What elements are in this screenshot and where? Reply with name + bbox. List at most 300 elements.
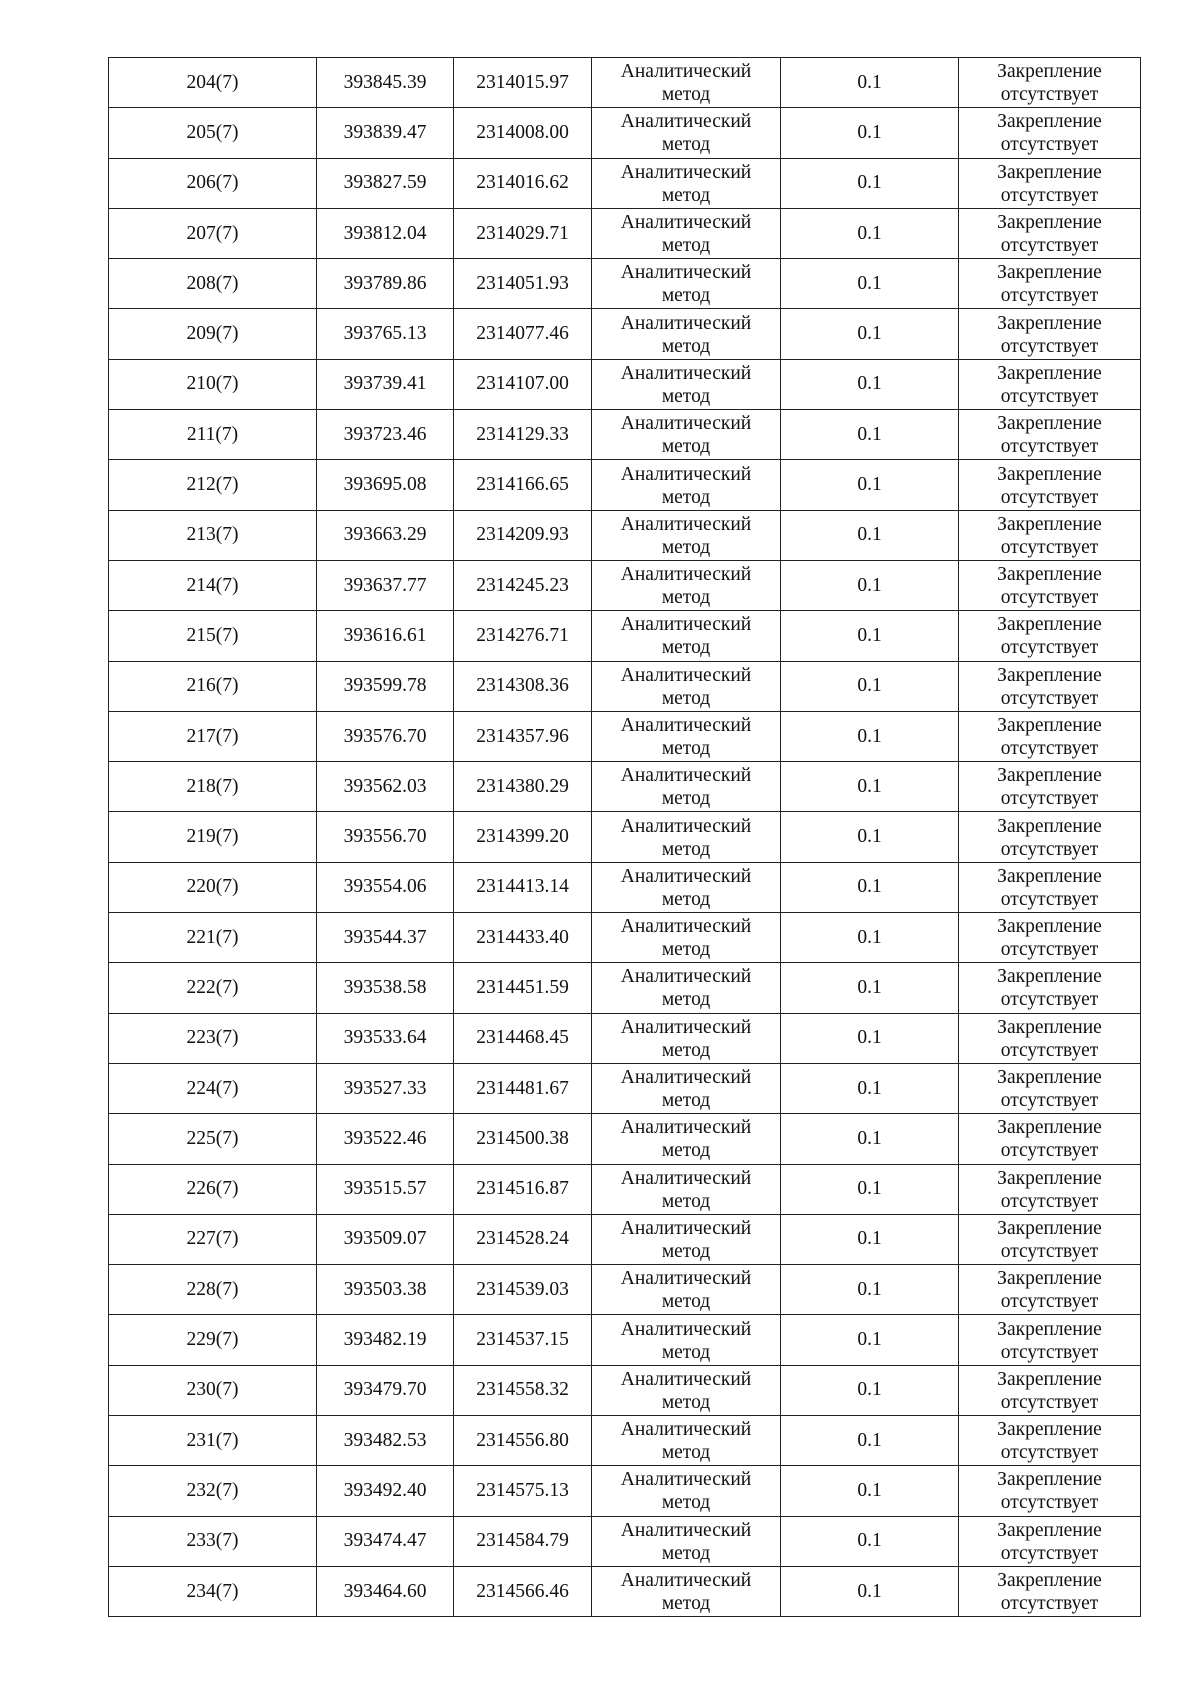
fixing-cell bbox=[959, 1214, 1141, 1264]
method-line-2: метод bbox=[661, 184, 711, 206]
fixing-line-1: Закрепление bbox=[997, 1469, 1102, 1491]
method-line-1: Аналитический bbox=[620, 1419, 752, 1441]
point-number-cell: 221(7) bbox=[109, 913, 317, 963]
fixing-line-2: отсутствует bbox=[1000, 939, 1099, 961]
point-number-cell: 213(7) bbox=[109, 510, 317, 560]
y-coordinate-cell: 2314481.67 bbox=[454, 1063, 592, 1113]
method-line-2: метод bbox=[661, 788, 711, 810]
y-coordinate-cell: 2314107.00 bbox=[454, 359, 592, 409]
method-cell bbox=[592, 359, 781, 409]
y-coordinate-cell: 2314556.80 bbox=[454, 1416, 592, 1466]
fixing-cell bbox=[959, 862, 1141, 912]
x-coordinate-cell: 393562.03 bbox=[317, 762, 454, 812]
fixing-line-1: Закрепление bbox=[997, 212, 1102, 234]
table-row bbox=[109, 1164, 1141, 1214]
fixing-line-1: Закрепление bbox=[997, 564, 1102, 586]
table-row bbox=[109, 1566, 1141, 1616]
method-line-2: метод bbox=[661, 486, 711, 508]
fixing-line-2: отсутствует bbox=[1000, 587, 1099, 609]
fixing-line-2: отсутствует bbox=[1000, 335, 1099, 357]
fixing-line-1: Закрепление bbox=[997, 614, 1102, 636]
x-coordinate-cell: 393538.58 bbox=[317, 963, 454, 1013]
method-cell bbox=[592, 1164, 781, 1214]
fixing-cell bbox=[959, 963, 1141, 1013]
fixing-line-1: Закрепление bbox=[997, 312, 1102, 334]
table-row bbox=[109, 208, 1141, 258]
fixing-cell bbox=[959, 208, 1141, 258]
fixing-line-2: отсутствует bbox=[1000, 687, 1099, 709]
method-cell bbox=[592, 1013, 781, 1063]
method-line-1: Аналитический bbox=[620, 1469, 752, 1491]
accuracy-cell: 0.1 bbox=[781, 762, 959, 812]
point-number-cell: 204(7) bbox=[109, 58, 317, 108]
method-line-2: метод bbox=[661, 536, 711, 558]
point-number-cell: 205(7) bbox=[109, 108, 317, 158]
method-cell bbox=[592, 410, 781, 460]
x-coordinate-cell: 393554.06 bbox=[317, 862, 454, 912]
fixing-line-1: Закрепление bbox=[997, 463, 1102, 485]
method-cell bbox=[592, 1114, 781, 1164]
method-cell bbox=[592, 1566, 781, 1616]
fixing-line-1: Закрепление bbox=[997, 1117, 1102, 1139]
y-coordinate-cell: 2314166.65 bbox=[454, 460, 592, 510]
accuracy-cell: 0.1 bbox=[781, 963, 959, 1013]
accuracy-cell: 0.1 bbox=[781, 410, 959, 460]
y-coordinate-cell: 2314575.13 bbox=[454, 1466, 592, 1516]
fixing-line-2: отсутствует bbox=[1000, 536, 1099, 558]
fixing-cell bbox=[959, 460, 1141, 510]
method-line-1: Аналитический bbox=[620, 312, 752, 334]
x-coordinate-cell: 393527.33 bbox=[317, 1063, 454, 1113]
fixing-cell bbox=[959, 1365, 1141, 1415]
x-coordinate-cell: 393474.47 bbox=[317, 1516, 454, 1566]
fixing-cell bbox=[959, 108, 1141, 158]
method-cell bbox=[592, 309, 781, 359]
x-coordinate-cell: 393616.61 bbox=[317, 611, 454, 661]
fixing-line-1: Закрепление bbox=[997, 413, 1102, 435]
method-line-1: Аналитический bbox=[620, 614, 752, 636]
x-coordinate-cell: 393556.70 bbox=[317, 812, 454, 862]
fixing-line-1: Закрепление bbox=[997, 1167, 1102, 1189]
y-coordinate-cell: 2314077.46 bbox=[454, 309, 592, 359]
method-line-1: Аналитический bbox=[620, 111, 752, 133]
x-coordinate-cell: 393482.53 bbox=[317, 1416, 454, 1466]
x-coordinate-cell: 393464.60 bbox=[317, 1566, 454, 1616]
fixing-cell bbox=[959, 560, 1141, 610]
fixing-cell bbox=[959, 1114, 1141, 1164]
accuracy-cell: 0.1 bbox=[781, 1114, 959, 1164]
method-line-2: метод bbox=[661, 637, 711, 659]
fixing-cell bbox=[959, 58, 1141, 108]
method-line-1: Аналитический bbox=[620, 564, 752, 586]
fixing-cell bbox=[959, 1164, 1141, 1214]
method-line-2: метод bbox=[661, 1039, 711, 1061]
fixing-cell bbox=[959, 1566, 1141, 1616]
x-coordinate-cell: 393637.77 bbox=[317, 560, 454, 610]
fixing-cell bbox=[959, 1315, 1141, 1365]
coordinates-table bbox=[108, 57, 1141, 1617]
x-coordinate-cell: 393522.46 bbox=[317, 1114, 454, 1164]
point-number-cell: 214(7) bbox=[109, 560, 317, 610]
fixing-line-2: отсутствует bbox=[1000, 486, 1099, 508]
method-cell bbox=[592, 108, 781, 158]
y-coordinate-cell: 2314245.23 bbox=[454, 560, 592, 610]
point-number-cell: 226(7) bbox=[109, 1164, 317, 1214]
fixing-line-2: отсутствует bbox=[1000, 788, 1099, 810]
fixing-line-2: отсутствует bbox=[1000, 1240, 1099, 1262]
fixing-line-2: отсутствует bbox=[1000, 134, 1099, 156]
method-line-2: метод bbox=[661, 1140, 711, 1162]
fixing-cell bbox=[959, 309, 1141, 359]
method-line-2: метод bbox=[661, 1542, 711, 1564]
fixing-cell bbox=[959, 1063, 1141, 1113]
point-number-cell: 209(7) bbox=[109, 309, 317, 359]
method-line-1: Аналитический bbox=[620, 1067, 752, 1089]
method-line-2: метод bbox=[661, 385, 711, 407]
method-line-1: Аналитический bbox=[620, 1016, 752, 1038]
fixing-line-1: Закрепление bbox=[997, 111, 1102, 133]
fixing-cell bbox=[959, 410, 1141, 460]
method-line-2: метод bbox=[661, 1240, 711, 1262]
accuracy-cell: 0.1 bbox=[781, 711, 959, 761]
method-cell bbox=[592, 510, 781, 560]
x-coordinate-cell: 393533.64 bbox=[317, 1013, 454, 1063]
method-line-2: метод bbox=[661, 1291, 711, 1313]
fixing-line-2: отсутствует bbox=[1000, 285, 1099, 307]
accuracy-cell: 0.1 bbox=[781, 1214, 959, 1264]
method-cell bbox=[592, 58, 781, 108]
y-coordinate-cell: 2314433.40 bbox=[454, 913, 592, 963]
point-number-cell: 216(7) bbox=[109, 661, 317, 711]
table-row bbox=[109, 410, 1141, 460]
accuracy-cell: 0.1 bbox=[781, 1566, 959, 1616]
fixing-line-2: отсутствует bbox=[1000, 1442, 1099, 1464]
fixing-line-2: отсутствует bbox=[1000, 738, 1099, 759]
method-line-2: метод bbox=[661, 587, 711, 609]
point-number-cell: 223(7) bbox=[109, 1013, 317, 1063]
y-coordinate-cell: 2314539.03 bbox=[454, 1265, 592, 1315]
fixing-cell bbox=[959, 711, 1141, 761]
fixing-line-2: отсутствует bbox=[1000, 1190, 1099, 1212]
method-line-1: Аналитический bbox=[620, 865, 752, 887]
fixing-line-1: Закрепление bbox=[997, 664, 1102, 686]
table-row bbox=[109, 812, 1141, 862]
method-cell bbox=[592, 1466, 781, 1516]
y-coordinate-cell: 2314451.59 bbox=[454, 963, 592, 1013]
method-line-2: метод bbox=[661, 235, 711, 257]
method-line-1: Аналитический bbox=[620, 1570, 752, 1592]
method-line-1: Аналитический bbox=[620, 413, 752, 435]
y-coordinate-cell: 2314276.71 bbox=[454, 611, 592, 661]
method-line-1: Аналитический bbox=[620, 262, 752, 284]
method-cell bbox=[592, 208, 781, 258]
point-number-cell: 212(7) bbox=[109, 460, 317, 510]
x-coordinate-cell: 393739.41 bbox=[317, 359, 454, 409]
x-coordinate-cell: 393503.38 bbox=[317, 1265, 454, 1315]
method-line-1: Аналитический bbox=[620, 1167, 752, 1189]
accuracy-cell: 0.1 bbox=[781, 1265, 959, 1315]
point-number-cell: 207(7) bbox=[109, 208, 317, 258]
fixing-cell bbox=[959, 359, 1141, 409]
y-coordinate-cell: 2314399.20 bbox=[454, 812, 592, 862]
method-line-2: метод bbox=[661, 687, 711, 709]
x-coordinate-cell: 393576.70 bbox=[317, 711, 454, 761]
fixing-line-1: Закрепление bbox=[997, 1268, 1102, 1290]
y-coordinate-cell: 2314357.96 bbox=[454, 711, 592, 761]
table-body bbox=[109, 58, 1141, 1617]
method-line-1: Аналитический bbox=[620, 916, 752, 938]
fixing-cell bbox=[959, 1516, 1141, 1566]
method-line-1: Аналитический bbox=[620, 815, 752, 837]
y-coordinate-cell: 2314029.71 bbox=[454, 208, 592, 258]
method-line-1: Аналитический bbox=[620, 1519, 752, 1541]
fixing-line-2: отсутствует bbox=[1000, 1492, 1099, 1514]
fixing-cell bbox=[959, 611, 1141, 661]
accuracy-cell: 0.1 bbox=[781, 510, 959, 560]
method-cell bbox=[592, 1315, 781, 1365]
method-line-1: Аналитический bbox=[620, 1318, 752, 1340]
y-coordinate-cell: 2314528.24 bbox=[454, 1214, 592, 1264]
y-coordinate-cell: 2314500.38 bbox=[454, 1114, 592, 1164]
fixing-cell bbox=[959, 812, 1141, 862]
table-row bbox=[109, 58, 1141, 108]
y-coordinate-cell: 2314051.93 bbox=[454, 259, 592, 309]
table-row bbox=[109, 510, 1141, 560]
table-row bbox=[109, 359, 1141, 409]
fixing-line-2: отсутствует bbox=[1000, 436, 1099, 458]
method-line-1: Аналитический bbox=[620, 463, 752, 485]
fixing-line-2: отсутствует bbox=[1000, 1090, 1099, 1112]
y-coordinate-cell: 2314566.46 bbox=[454, 1566, 592, 1616]
fixing-line-1: Закрепление bbox=[997, 765, 1102, 787]
x-coordinate-cell: 393812.04 bbox=[317, 208, 454, 258]
method-line-1: Аналитический bbox=[620, 1368, 752, 1390]
table-row bbox=[109, 963, 1141, 1013]
method-line-2: метод bbox=[661, 285, 711, 307]
table-row bbox=[109, 711, 1141, 761]
method-cell bbox=[592, 661, 781, 711]
method-line-2: метод bbox=[661, 335, 711, 357]
table-row bbox=[109, 460, 1141, 510]
method-line-1: Аналитический bbox=[620, 664, 752, 686]
point-number-cell: 232(7) bbox=[109, 1466, 317, 1516]
fixing-line-1: Закрепление bbox=[997, 815, 1102, 837]
method-line-1: Аналитический bbox=[620, 513, 752, 535]
table-row bbox=[109, 661, 1141, 711]
table-row bbox=[109, 611, 1141, 661]
x-coordinate-cell: 393695.08 bbox=[317, 460, 454, 510]
method-cell bbox=[592, 711, 781, 761]
y-coordinate-cell: 2314015.97 bbox=[454, 58, 592, 108]
fixing-line-2: отсутствует bbox=[1000, 235, 1099, 257]
method-cell bbox=[592, 259, 781, 309]
fixing-cell bbox=[959, 259, 1141, 309]
fixing-line-1: Закрепление bbox=[997, 61, 1102, 83]
accuracy-cell: 0.1 bbox=[781, 359, 959, 409]
accuracy-cell: 0.1 bbox=[781, 1164, 959, 1214]
y-coordinate-cell: 2314016.62 bbox=[454, 158, 592, 208]
table-row bbox=[109, 259, 1141, 309]
table-row bbox=[109, 1466, 1141, 1516]
accuracy-cell: 0.1 bbox=[781, 158, 959, 208]
accuracy-cell: 0.1 bbox=[781, 611, 959, 661]
x-coordinate-cell: 393839.47 bbox=[317, 108, 454, 158]
method-line-2: метод bbox=[661, 1593, 711, 1615]
method-line-1: Аналитический bbox=[620, 966, 752, 988]
x-coordinate-cell: 393723.46 bbox=[317, 410, 454, 460]
table-row bbox=[109, 158, 1141, 208]
fixing-cell bbox=[959, 1416, 1141, 1466]
point-number-cell: 227(7) bbox=[109, 1214, 317, 1264]
y-coordinate-cell: 2314413.14 bbox=[454, 862, 592, 912]
point-number-cell: 217(7) bbox=[109, 711, 317, 761]
fixing-line-1: Закрепление bbox=[997, 513, 1102, 535]
fixing-line-1: Закрепление bbox=[997, 262, 1102, 284]
table-row bbox=[109, 1315, 1141, 1365]
y-coordinate-cell: 2314308.36 bbox=[454, 661, 592, 711]
fixing-line-2: отсутствует bbox=[1000, 1593, 1099, 1615]
x-coordinate-cell: 393482.19 bbox=[317, 1315, 454, 1365]
table-row bbox=[109, 1114, 1141, 1164]
point-number-cell: 225(7) bbox=[109, 1114, 317, 1164]
method-line-2: метод bbox=[661, 989, 711, 1011]
method-cell bbox=[592, 1063, 781, 1113]
fixing-cell bbox=[959, 661, 1141, 711]
x-coordinate-cell: 393515.57 bbox=[317, 1164, 454, 1214]
fixing-line-1: Закрепление bbox=[997, 1519, 1102, 1541]
method-line-1: Аналитический bbox=[620, 1117, 752, 1139]
accuracy-cell: 0.1 bbox=[781, 560, 959, 610]
method-line-1: Аналитический bbox=[620, 362, 752, 384]
fixing-line-1: Закрепление bbox=[997, 865, 1102, 887]
y-coordinate-cell: 2314129.33 bbox=[454, 410, 592, 460]
fixing-line-2: отсутствует bbox=[1000, 1341, 1099, 1363]
y-coordinate-cell: 2314209.93 bbox=[454, 510, 592, 560]
accuracy-cell: 0.1 bbox=[781, 913, 959, 963]
fixing-line-1: Закрепление bbox=[997, 161, 1102, 183]
accuracy-cell: 0.1 bbox=[781, 58, 959, 108]
method-line-2: метод bbox=[661, 436, 711, 458]
method-line-1: Аналитический bbox=[620, 161, 752, 183]
x-coordinate-cell: 393845.39 bbox=[317, 58, 454, 108]
point-number-cell: 211(7) bbox=[109, 410, 317, 460]
x-coordinate-cell: 393479.70 bbox=[317, 1365, 454, 1415]
y-coordinate-cell: 2314380.29 bbox=[454, 762, 592, 812]
table-row bbox=[109, 560, 1141, 610]
fixing-line-2: отсутствует bbox=[1000, 1039, 1099, 1061]
x-coordinate-cell: 393492.40 bbox=[317, 1466, 454, 1516]
accuracy-cell: 0.1 bbox=[781, 460, 959, 510]
fixing-line-2: отсутствует bbox=[1000, 838, 1099, 860]
fixing-cell bbox=[959, 1265, 1141, 1315]
accuracy-cell: 0.1 bbox=[781, 1516, 959, 1566]
method-cell bbox=[592, 963, 781, 1013]
method-line-2: метод bbox=[661, 1090, 711, 1112]
accuracy-cell: 0.1 bbox=[781, 309, 959, 359]
y-coordinate-cell: 2314537.15 bbox=[454, 1315, 592, 1365]
table-row bbox=[109, 309, 1141, 359]
method-line-2: метод bbox=[661, 888, 711, 910]
method-cell bbox=[592, 611, 781, 661]
x-coordinate-cell: 393509.07 bbox=[317, 1214, 454, 1264]
table-row bbox=[109, 1063, 1141, 1113]
method-line-2: метод bbox=[661, 738, 711, 759]
point-number-cell: 206(7) bbox=[109, 158, 317, 208]
method-cell bbox=[592, 1365, 781, 1415]
fixing-line-1: Закрепление bbox=[997, 966, 1102, 988]
accuracy-cell: 0.1 bbox=[781, 661, 959, 711]
accuracy-cell: 0.1 bbox=[781, 1013, 959, 1063]
y-coordinate-cell: 2314008.00 bbox=[454, 108, 592, 158]
method-cell bbox=[592, 460, 781, 510]
table-row bbox=[109, 1265, 1141, 1315]
table-row bbox=[109, 1416, 1141, 1466]
method-line-2: метод bbox=[661, 1442, 711, 1464]
point-number-cell: 224(7) bbox=[109, 1063, 317, 1113]
method-cell bbox=[592, 560, 781, 610]
point-number-cell: 218(7) bbox=[109, 762, 317, 812]
table-row bbox=[109, 913, 1141, 963]
fixing-cell bbox=[959, 510, 1141, 560]
fixing-line-1: Закрепление bbox=[997, 1368, 1102, 1390]
point-number-cell: 208(7) bbox=[109, 259, 317, 309]
fixing-line-2: отсутствует bbox=[1000, 1140, 1099, 1162]
method-cell bbox=[592, 1416, 781, 1466]
point-number-cell: 215(7) bbox=[109, 611, 317, 661]
x-coordinate-cell: 393599.78 bbox=[317, 661, 454, 711]
fixing-line-1: Закрепление bbox=[997, 1016, 1102, 1038]
point-number-cell: 222(7) bbox=[109, 963, 317, 1013]
fixing-line-2: отсутствует bbox=[1000, 184, 1099, 206]
x-coordinate-cell: 393827.59 bbox=[317, 158, 454, 208]
method-cell bbox=[592, 1214, 781, 1264]
fixing-cell bbox=[959, 762, 1141, 812]
point-number-cell: 233(7) bbox=[109, 1516, 317, 1566]
accuracy-cell: 0.1 bbox=[781, 108, 959, 158]
point-number-cell: 219(7) bbox=[109, 812, 317, 862]
method-line-2: метод bbox=[661, 134, 711, 156]
method-line-1: Аналитический bbox=[620, 765, 752, 787]
x-coordinate-cell: 393544.37 bbox=[317, 913, 454, 963]
method-line-1: Аналитический bbox=[620, 61, 752, 83]
method-line-1: Аналитический bbox=[620, 1217, 752, 1239]
method-cell bbox=[592, 762, 781, 812]
table-row bbox=[109, 1365, 1141, 1415]
x-coordinate-cell: 393765.13 bbox=[317, 309, 454, 359]
accuracy-cell: 0.1 bbox=[781, 1416, 959, 1466]
fixing-cell bbox=[959, 158, 1141, 208]
fixing-line-1: Закрепление bbox=[997, 916, 1102, 938]
method-line-2: метод bbox=[661, 84, 711, 106]
fixing-line-1: Закрепление bbox=[997, 1217, 1102, 1239]
fixing-line-2: отсутствует bbox=[1000, 637, 1099, 659]
fixing-line-2: отсутствует bbox=[1000, 888, 1099, 910]
point-number-cell: 228(7) bbox=[109, 1265, 317, 1315]
fixing-line-2: отсутствует bbox=[1000, 84, 1099, 106]
accuracy-cell: 0.1 bbox=[781, 1365, 959, 1415]
method-cell bbox=[592, 812, 781, 862]
fixing-line-2: отсутствует bbox=[1000, 1542, 1099, 1564]
accuracy-cell: 0.1 bbox=[781, 862, 959, 912]
fixing-line-2: отсутствует bbox=[1000, 989, 1099, 1011]
table-row bbox=[109, 862, 1141, 912]
y-coordinate-cell: 2314584.79 bbox=[454, 1516, 592, 1566]
method-line-2: метод bbox=[661, 1341, 711, 1363]
point-number-cell: 229(7) bbox=[109, 1315, 317, 1365]
fixing-line-1: Закрепление bbox=[997, 1067, 1102, 1089]
method-cell bbox=[592, 1516, 781, 1566]
method-cell bbox=[592, 1265, 781, 1315]
